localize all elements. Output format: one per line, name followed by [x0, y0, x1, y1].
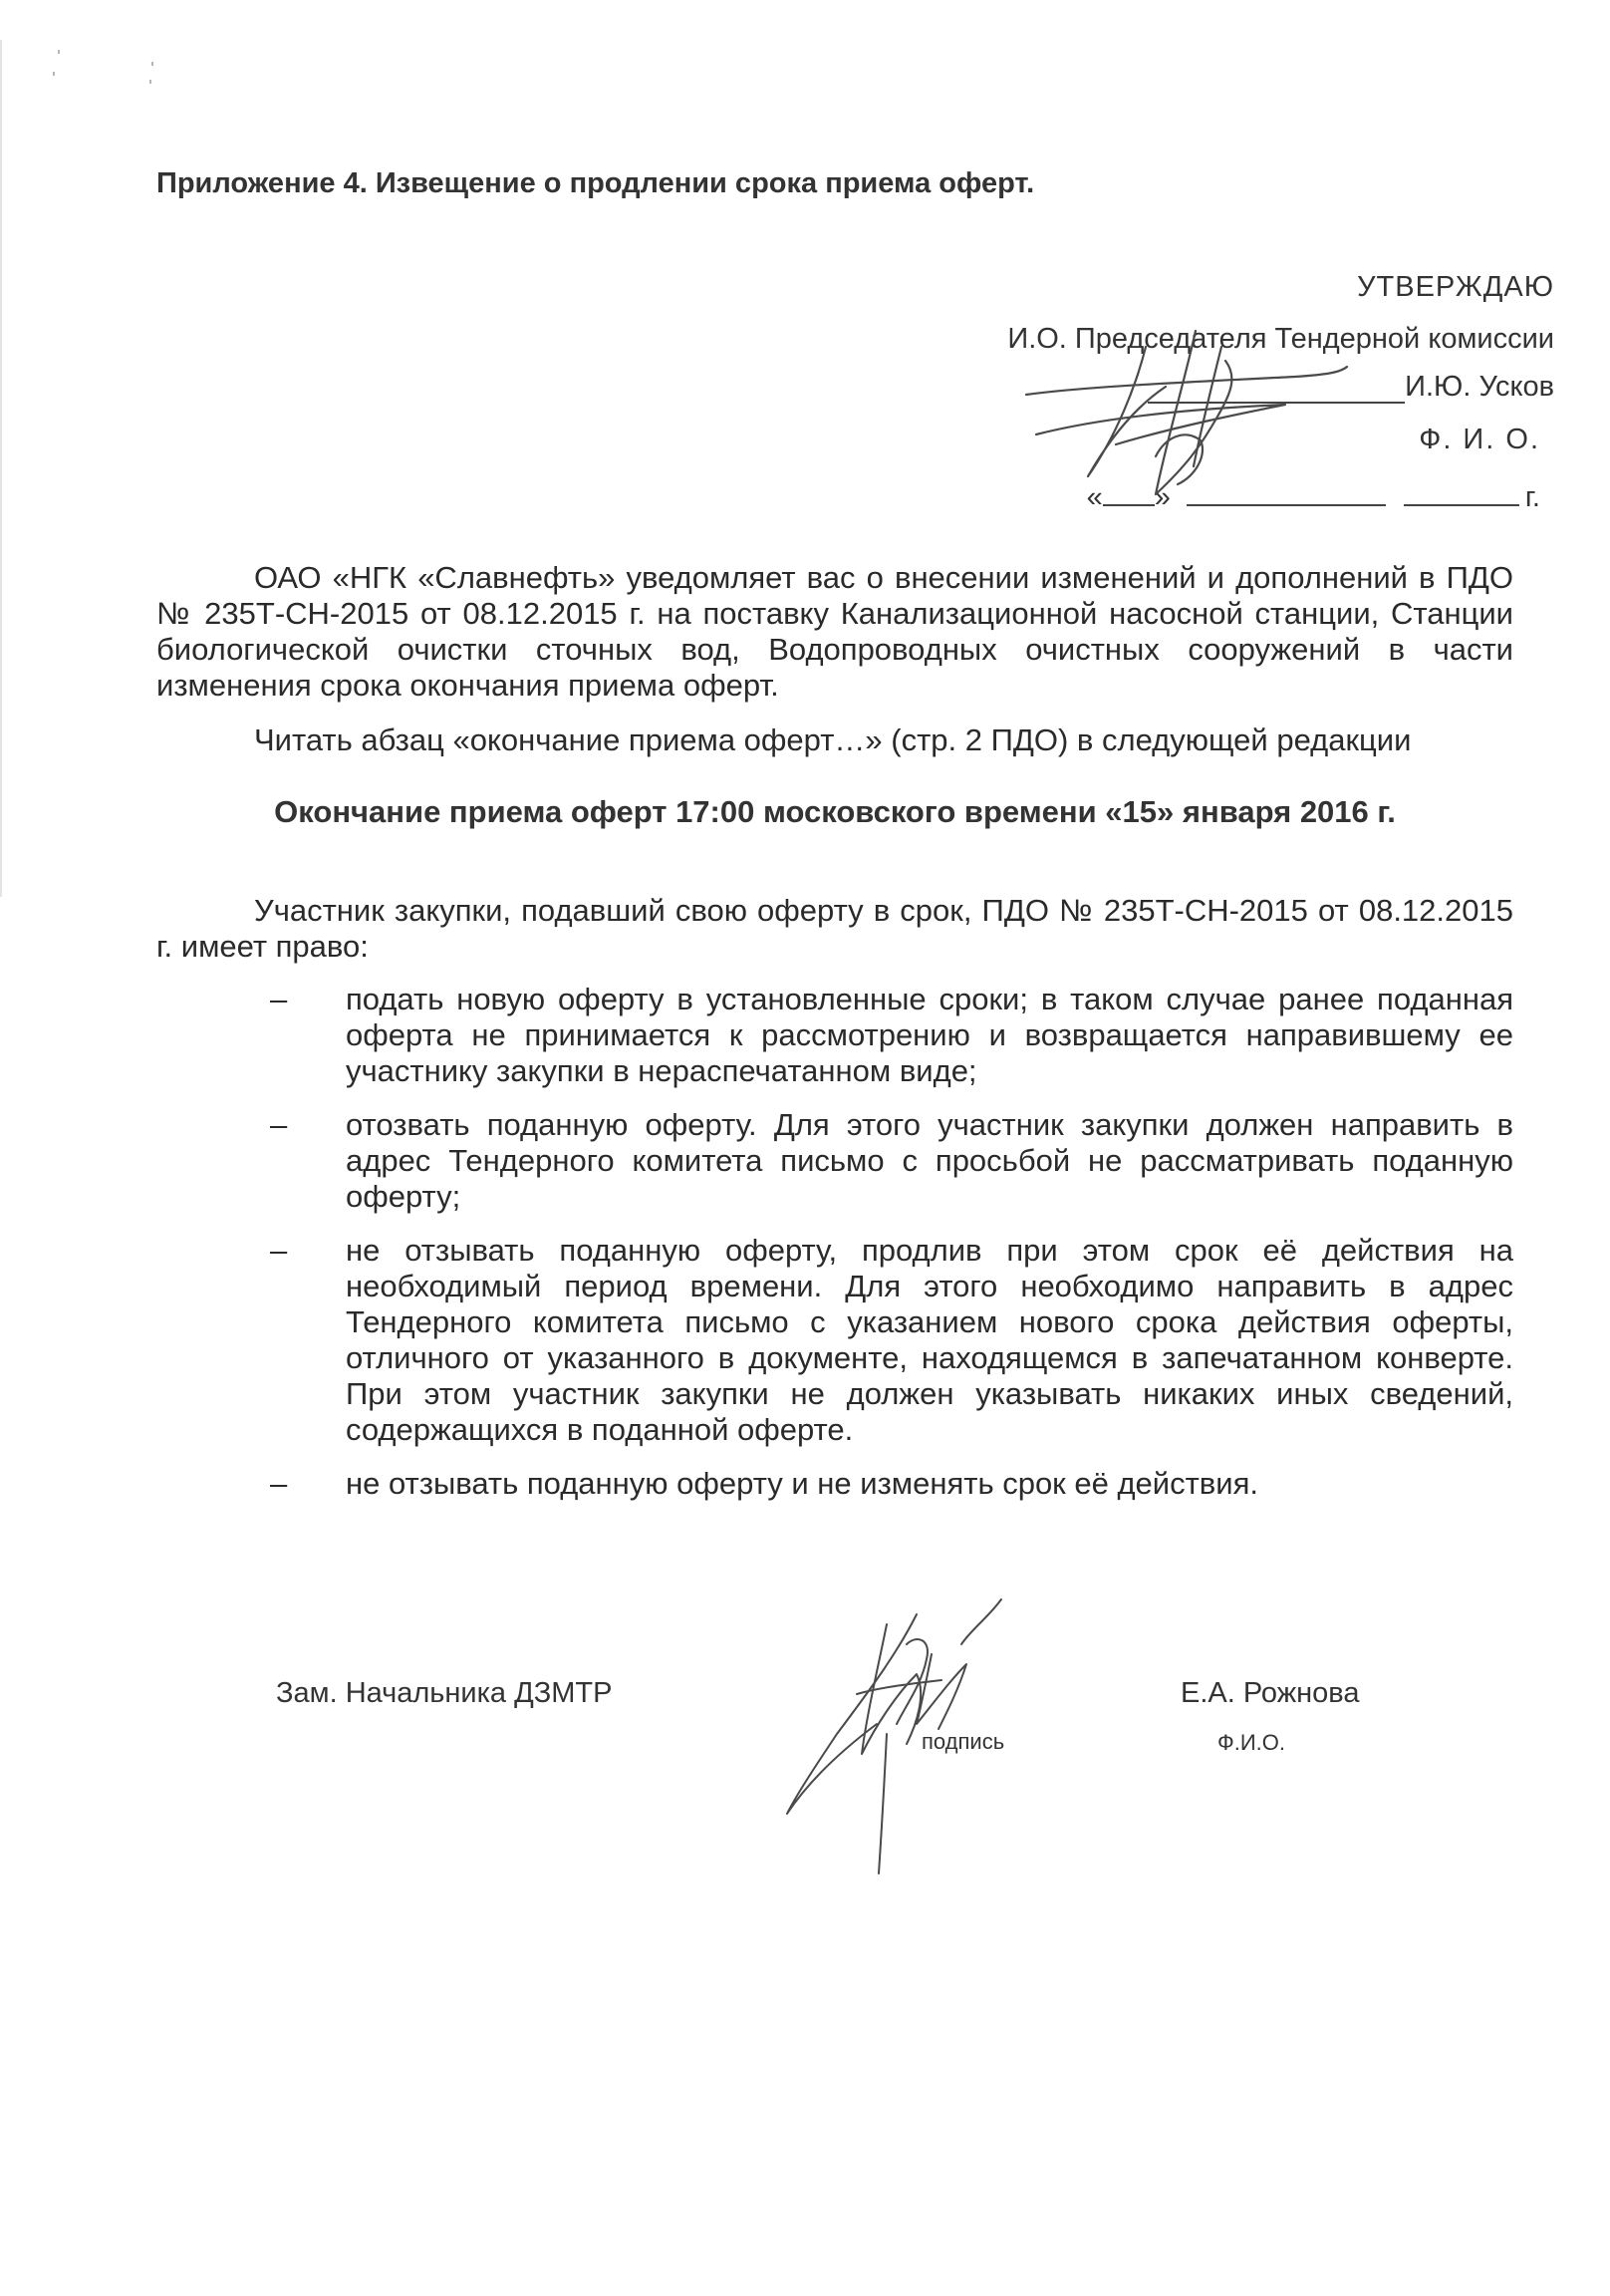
deadline-statement: Окончание приема оферт 17:00 московского времени «15» января 2016 г.: [274, 794, 1396, 829]
footer-signer-role: Зам. Начальника ДЗМТР: [276, 1677, 613, 1709]
rights-list-item: [156, 1233, 1513, 1448]
scan-speck: [58, 50, 60, 54]
footer-signer-name: Е.А. Рожнова: [1181, 1677, 1360, 1709]
rights-list: [156, 982, 1513, 1502]
rights-list-item: [156, 1107, 1513, 1215]
rights-list-item: [156, 982, 1513, 1089]
rights-list-item: [156, 1466, 1513, 1502]
annex-title: Приложение 4. Извещение о продлении срока приема оферт.: [156, 167, 1035, 199]
date-year-suffix: г.: [1524, 481, 1540, 513]
notice-paragraph: ОАО «НГК «Славнефть» уведомляет вас о внесении изменений и дополнений в ПДО № 235Т-СН-2015 от 08.12.2015 г. на поставку Канализационной насосной станции, Станции биологической очистки сточных вод, Водопроводных очистных сооружений в части изменения срока окончания приема оферт.: [156, 560, 1513, 703]
scan-speck: [53, 72, 55, 76]
scan-speck: [151, 62, 153, 66]
list-dash: –: [270, 1233, 288, 1268]
approval-handwritten-signature: [996, 317, 1355, 516]
footer-fio-caption: Ф.И.О.: [1217, 1730, 1285, 1755]
footer-handwritten-signature: [767, 1584, 1026, 1883]
scan-speck: [149, 80, 151, 84]
participant-paragraph: Участник закупки, подавший свою оферту в срок, ПДО № 235Т-СН-2015 от 08.12.2015 г. имеет право:: [156, 893, 1513, 964]
approval-signer-name: И.Ю. Усков: [1405, 371, 1554, 403]
list-dash: –: [270, 1466, 288, 1501]
approval-role: И.О. Председателя Тендерной комиссии: [1007, 323, 1554, 355]
rights-item-text: отозвать поданную оферту. Для этого участник закупки должен направить в адрес Тендерного комитета письмо с просьбой не рассматривать поданную оферту;: [346, 1107, 1513, 1214]
approval-fio-caption: Ф. И. О.: [1419, 424, 1540, 455]
rights-item-text: не отзывать поданную оферту, продлив при этом срок её действия на необходимый период времени. Для этого необходимо направить в адрес Тендерного комитета письмо с указанием нового срока действия оферты, отличного от указанного в документе, находящемся в запечатанном конверте. При этом участник закупки не должен указывать никаких иных сведений, содержащихся в поданной оферте.: [346, 1233, 1513, 1447]
footer-signature-caption: подпись: [922, 1729, 1005, 1754]
approval-word: УТВЕРЖДАЮ: [1357, 271, 1554, 303]
list-dash: –: [270, 1107, 288, 1142]
list-dash: –: [270, 982, 288, 1016]
date-close-quote: »: [1154, 481, 1171, 513]
scan-edge-line: [0, 40, 2, 897]
rights-item-text: не отзывать поданную оферту и не изменять срок её действия.: [346, 1466, 1258, 1501]
date-open-quote: «: [1086, 481, 1103, 513]
date-year-blank: [1404, 478, 1519, 506]
rights-item-text: подать новую оферту в установленные сроки; в таком случае ранее поданная оферта не принимается к рассмотрению и возвращается направившему ее участнику закупки в нераспечатанном виде;: [346, 982, 1513, 1088]
read-paragraph: Читать абзац «окончание приема оферт…» (стр. 2 ПДО) в следующей редакции: [254, 722, 1412, 757]
